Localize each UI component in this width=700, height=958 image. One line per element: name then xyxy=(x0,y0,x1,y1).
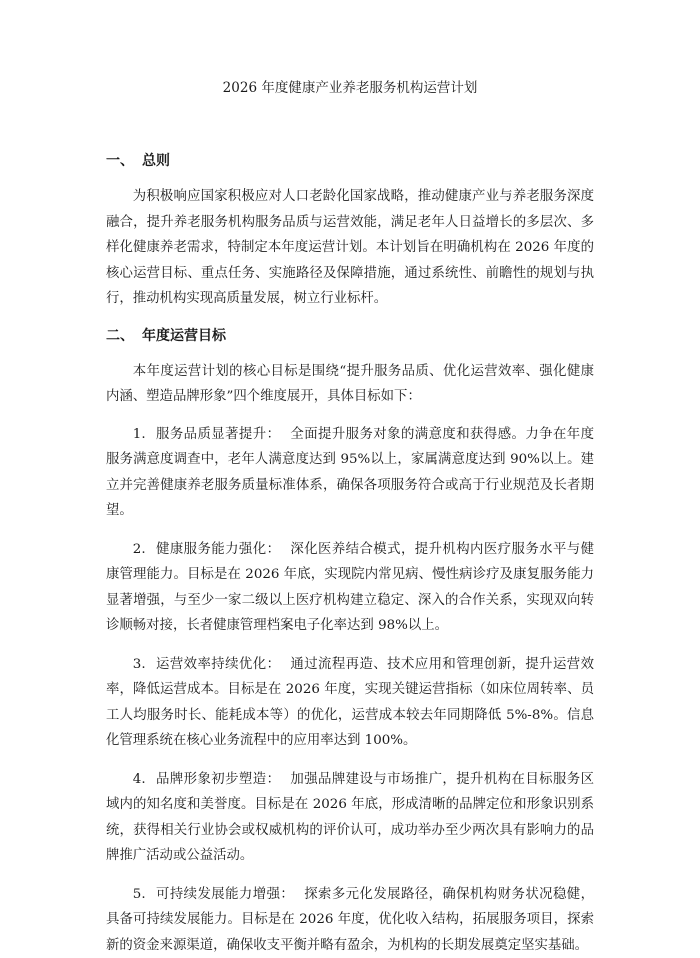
section-number: 一、 xyxy=(106,150,142,172)
goal-number: 4. xyxy=(133,772,146,787)
goal-number: 3. xyxy=(133,657,146,672)
section-general xyxy=(106,150,594,312)
goal-item xyxy=(106,882,594,958)
goal-item xyxy=(106,767,594,869)
goal-text: 探索多元化发展路径，确保机构财务状况稳健，具备可持续发展能力。目标是在 2026 年度，优化收入结构，拓展服务项目，探索新的资金来源渠道，确保收支平衡并略有盈余，为机构的长期发展奠定坚实基础。 xyxy=(106,887,594,953)
goal-text: 加强品牌建设与市场推广，提升机构在目标服务区域内的知名度和美誉度。目标是在 2026 年底，形成清晰的品牌定位和形象识别系统，获得相关行业协会或权威机构的评价认可，成功举办至少两次具有影响力的品牌推广活动或公益活动。 xyxy=(106,772,594,864)
section-title: 总则 xyxy=(142,150,170,172)
goal-item xyxy=(106,422,594,524)
goal-item xyxy=(106,537,594,639)
goal-label: 品牌形象初步塑造： xyxy=(156,772,281,787)
goal-label: 服务品质显著提升： xyxy=(156,427,281,442)
goal-label: 运营效率持续优化： xyxy=(156,657,281,672)
section-number: 二、 xyxy=(106,325,142,347)
section-intro-paragraph: 本年度运营计划的核心目标是围绕“提升服务品质、优化运营效率、强化健康内涵、塑造品牌形象”四个维度展开，具体目标如下： xyxy=(106,359,594,410)
document-title: 2026 年度健康产业养老服务机构运营计划 xyxy=(106,78,594,98)
goal-item xyxy=(106,652,594,754)
section-title: 年度运营目标 xyxy=(142,325,226,347)
goal-number: 5. xyxy=(133,887,146,902)
goal-text: 深化医养结合模式，提升机构内医疗服务水平与健康管理能力。目标是在 2026 年底，实现院内常见病、慢性病诊疗及康复服务能力显著增强，与至少一家二级以上医疗机构建立稳定、深入的合作关系，实现双向转诊顺畅对接，长者健康管理档案电子化率达到 98%以上。 xyxy=(106,542,594,634)
section-heading xyxy=(106,325,594,347)
goal-text: 通过流程再造、技术应用和管理创新，提升运营效率，降低运营成本。目标是在 2026 年度，实现关键运营指标（如床位周转率、员工人均服务时长、能耗成本等）的优化，运营成本较去年同期降低 5%-8%。信息化管理系统在核心业务流程中的应用率达到 100%。 xyxy=(106,657,594,749)
section-heading xyxy=(106,150,594,172)
goal-label: 可持续发展能力增强： xyxy=(156,887,295,902)
goal-number: 1. xyxy=(133,427,146,442)
section-paragraph: 为积极响应国家积极应对人口老龄化国家战略，推动健康产业与养老服务深度融合，提升养老服务机构服务品质与运营效能，满足老年人日益增长的多层次、多样化健康养老需求，特制定本年度运营计划。本计划旨在明确机构在 2026 年度的核心运营目标、重点任务、实施路径及保障措施，通过系统性、前瞻性的规划与执行，推动机构实现高质量发展，树立行业标杆。 xyxy=(106,184,594,312)
goal-number: 2. xyxy=(133,542,146,557)
section-annual-goals xyxy=(106,325,594,958)
goal-text: 全面提升服务对象的满意度和获得感。力争在年度服务满意度调查中，老年人满意度达到 95%以上，家属满意度达到 90%以上。建立并完善健康养老服务质量标准体系，确保各项服务符合或高于行业规范及长者期望。 xyxy=(106,427,594,519)
goal-label: 健康服务能力强化： xyxy=(156,542,281,557)
